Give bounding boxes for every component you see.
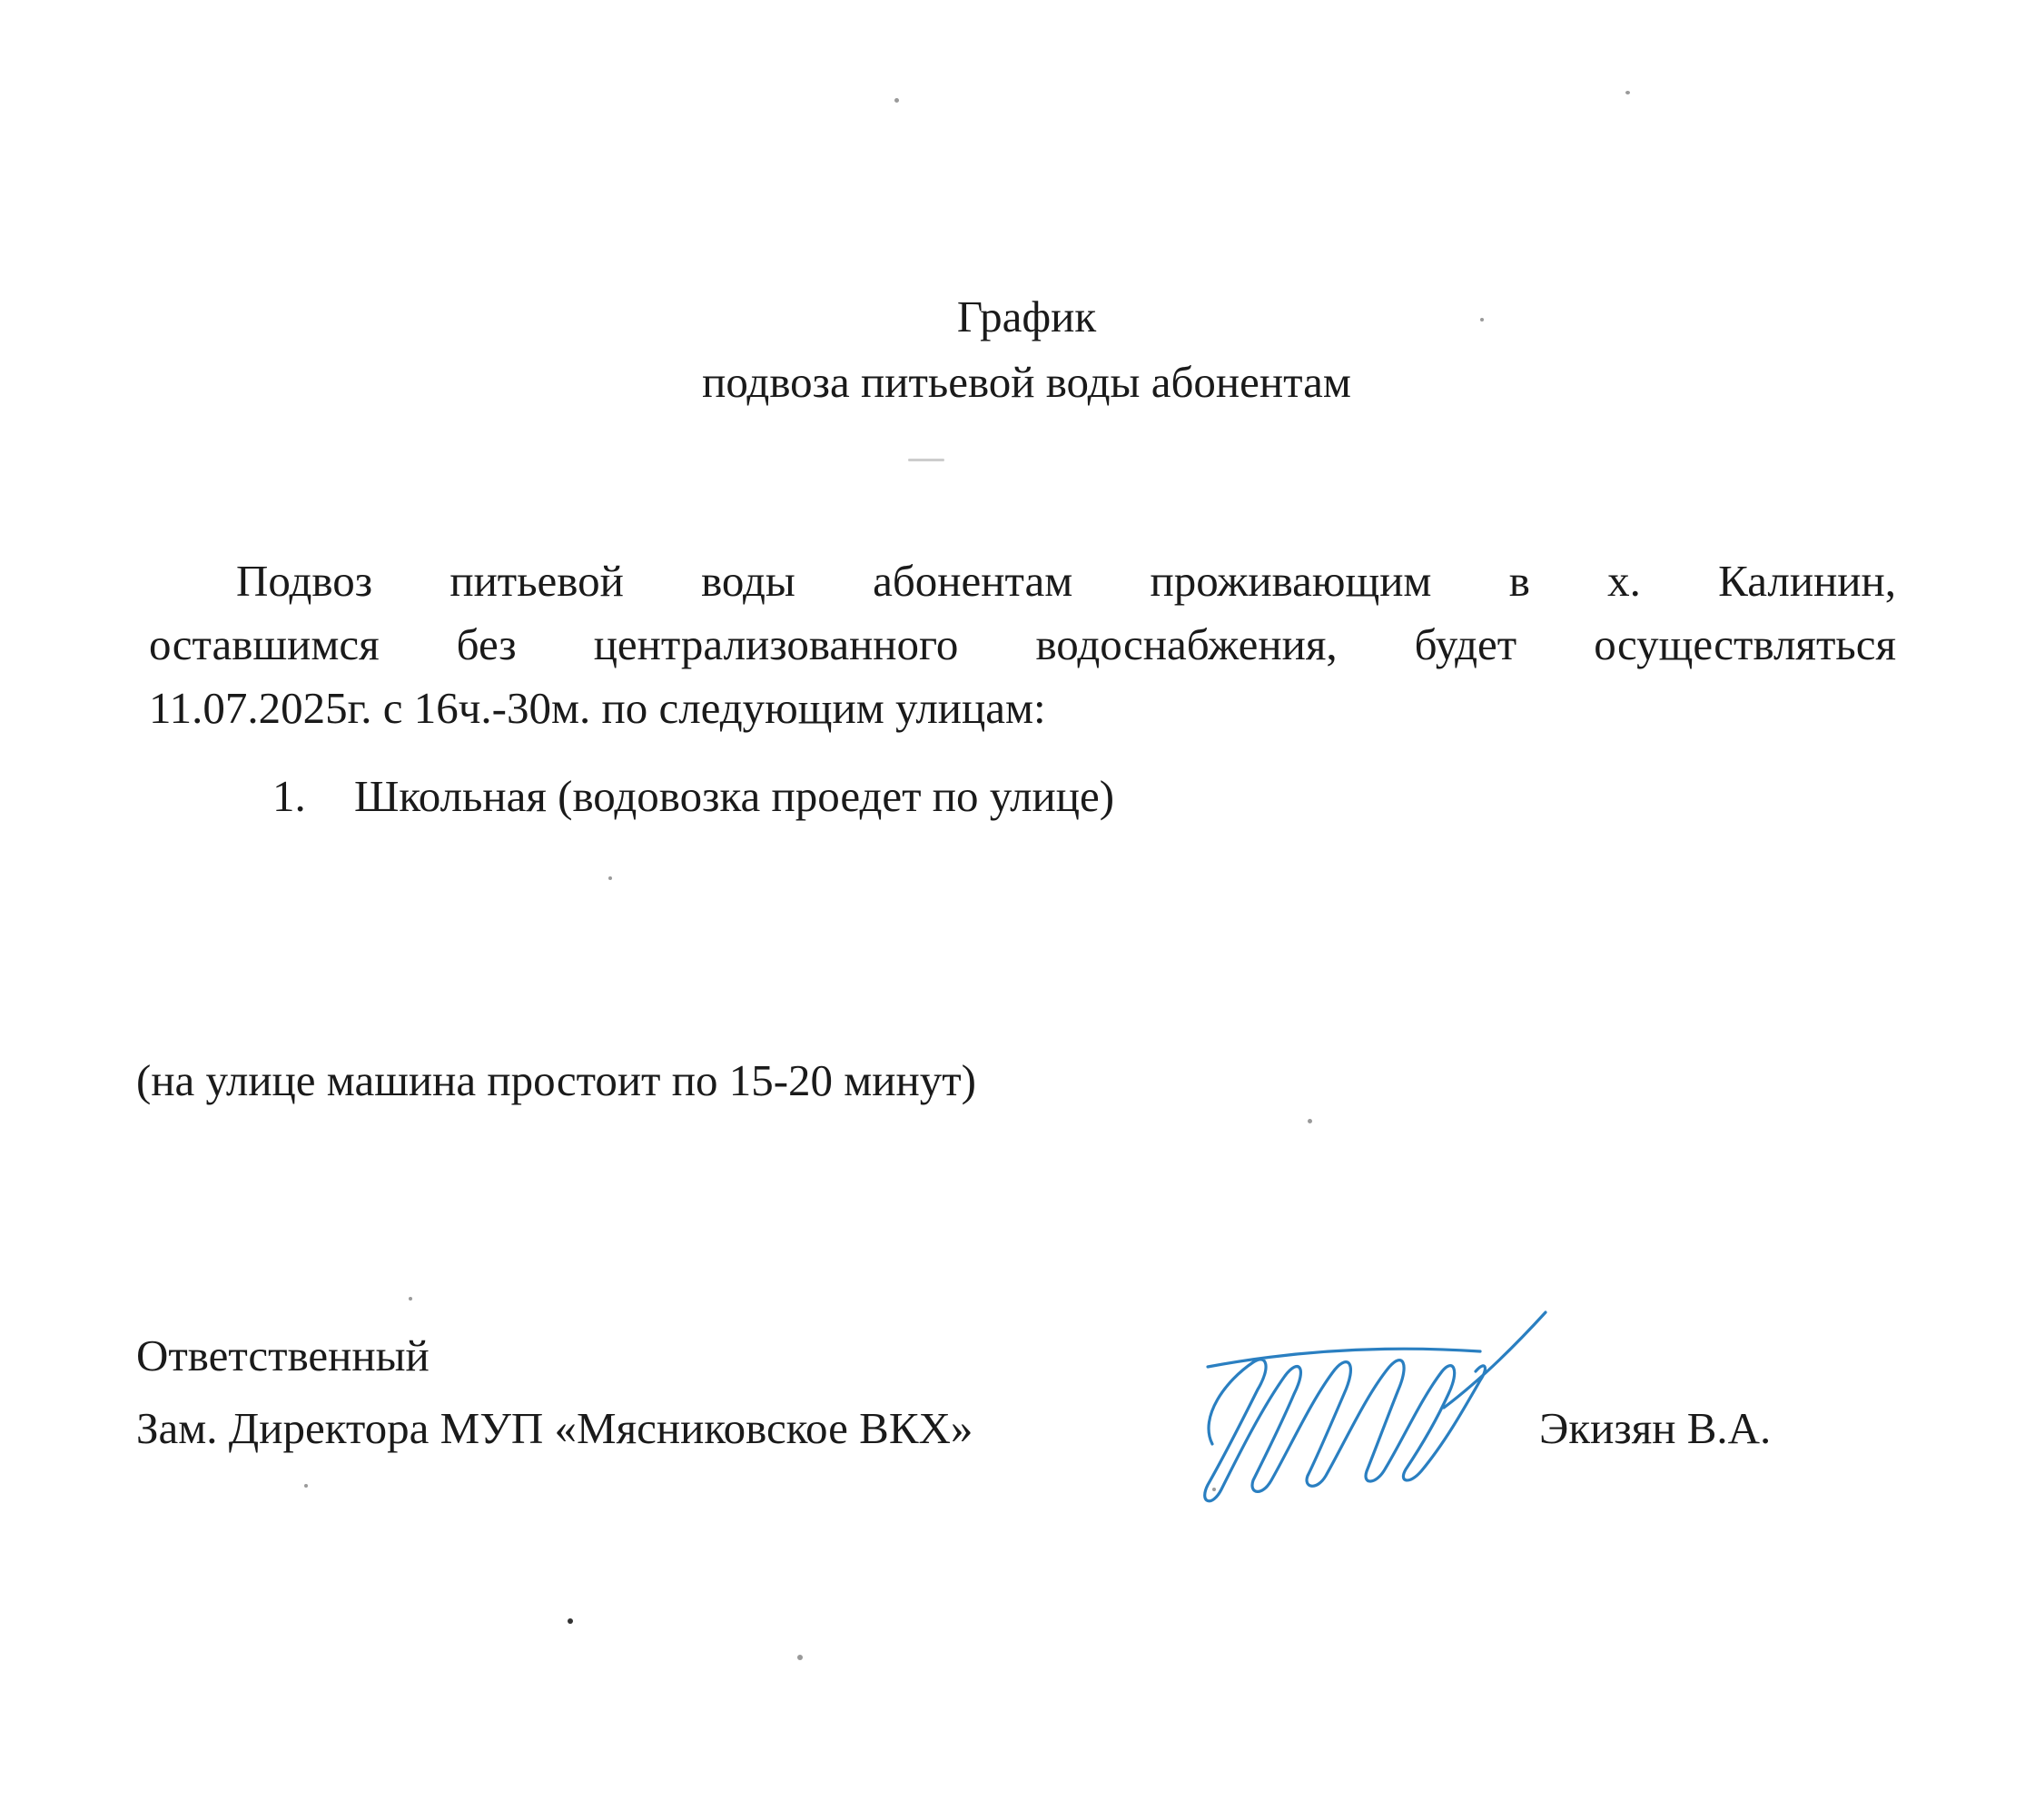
list-number: 1. bbox=[272, 771, 306, 821]
scan-speck bbox=[1480, 318, 1484, 321]
scan-speck bbox=[1308, 1119, 1312, 1123]
scan-speck bbox=[908, 459, 944, 461]
paragraph-line-1: Подвоз питьевой воды абонентам проживающим в х. Калинин, bbox=[236, 556, 1896, 606]
scan-speck bbox=[568, 1618, 573, 1624]
paragraph-line-3: 11.07.2025г. с 16ч.-30м. по следующим улицам: bbox=[149, 683, 1046, 733]
scan-speck bbox=[797, 1655, 803, 1660]
responsible-label: Ответственный bbox=[136, 1330, 430, 1380]
duration-note: (на улице машина простоит по 15-20 минут) bbox=[136, 1055, 976, 1105]
scan-speck bbox=[608, 876, 612, 880]
scan-speck bbox=[1625, 91, 1630, 94]
scan-speck bbox=[894, 98, 899, 103]
document-title: График bbox=[956, 292, 1097, 341]
scan-speck bbox=[304, 1484, 308, 1488]
document-subtitle: подвоза питьевой воды абонентам bbox=[702, 357, 1351, 407]
responsible-name: Экизян В.А. bbox=[1539, 1403, 1772, 1453]
scan-speck bbox=[409, 1297, 412, 1301]
signature-stroke bbox=[1205, 1312, 1546, 1501]
paragraph-line-2: оставшимся без централизованного водоснабжения, будет осуществляться bbox=[149, 619, 1896, 669]
list-text: Школьная (водовозка проедет по улице) bbox=[354, 771, 1115, 821]
scan-speck bbox=[1212, 1488, 1216, 1491]
street-list-item bbox=[272, 765, 1114, 828]
handwritten-signature bbox=[1171, 1281, 1553, 1517]
responsible-role: Зам. Директора МУП «Мясниковское ВКХ» bbox=[136, 1403, 973, 1453]
